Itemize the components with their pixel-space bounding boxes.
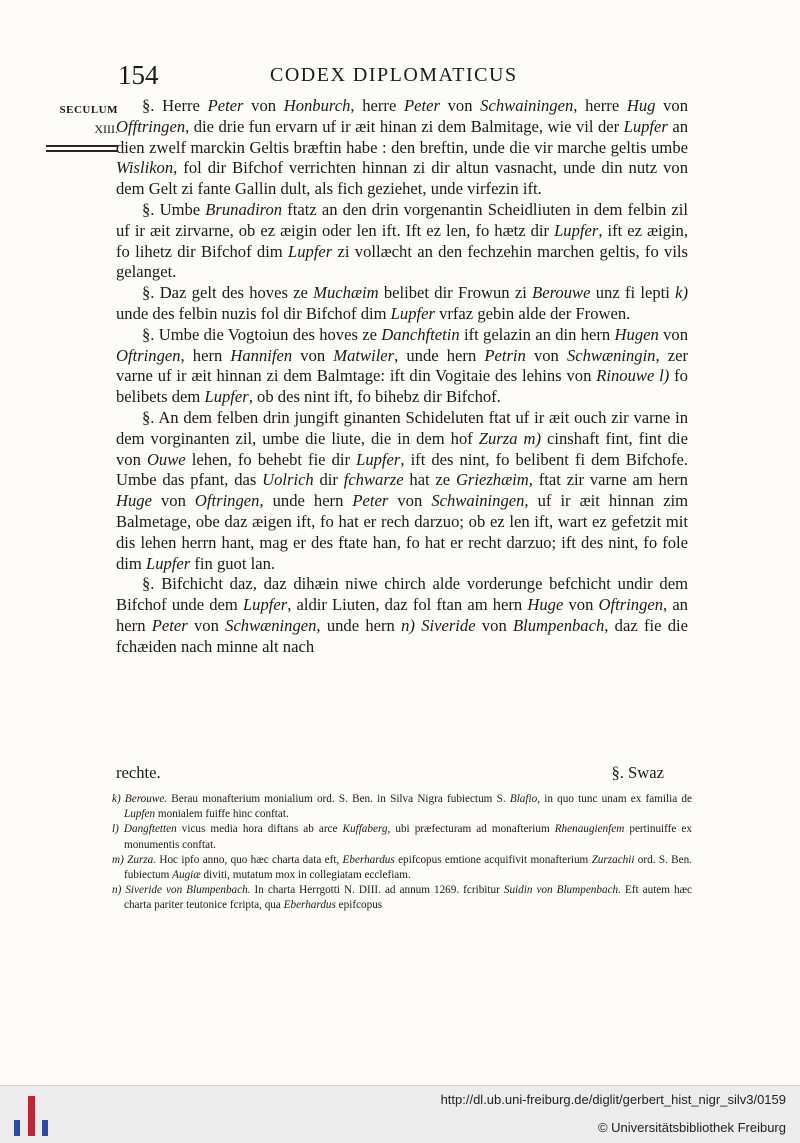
page-number: 154 xyxy=(118,60,159,90)
italic-run: Peter xyxy=(404,96,440,115)
italic-run: Peter xyxy=(151,615,188,635)
text-run: belibet dir Frowun zi xyxy=(378,283,533,303)
text-run: fo belibets dem xyxy=(116,366,688,407)
text-run: §. Bifchicht daz, daz dihæin niwe chirch alde vorderunge befchicht undir dem Bifchof unde dem xyxy=(116,574,688,615)
italic-run: Offtringen xyxy=(116,116,186,136)
italic-run: Rinouwe l) xyxy=(596,366,670,386)
margin-rule xyxy=(46,150,118,152)
text-run: diviti, mutatum mox in collegiatam ecclefiam. xyxy=(200,869,411,882)
text-run: unz fi lepti xyxy=(590,283,676,303)
text-run: von xyxy=(655,96,688,115)
paragraph xyxy=(116,96,688,200)
italic-run: Lupfer xyxy=(242,595,288,615)
text-run: hat ze xyxy=(403,470,456,490)
running-head: CODEX DIPLOMATICUS xyxy=(270,64,518,86)
italic-run: Griezhæim xyxy=(455,470,529,490)
text-run: ift gelazin an din hern xyxy=(459,324,615,344)
text-run: , zer varne uf ir æit hinnan zi dem Balmtage: ift din Vogitaie des lehins von xyxy=(116,345,689,386)
text-run: In charta Herrgotti N. DIII. ad annum 1269. fcribitur xyxy=(250,884,504,897)
italic-run: Zurza m) xyxy=(478,428,541,448)
paragraph xyxy=(116,283,688,325)
italic-run: Lupfer xyxy=(288,241,333,261)
text-run: , ift ez æigin, fo lihetz dir Bifchof dim xyxy=(116,220,688,261)
text-run: fin guot lan. xyxy=(190,553,276,573)
text-run: von xyxy=(475,615,514,635)
text-run: , ftat zir varne am hern xyxy=(528,470,688,490)
paragraph xyxy=(116,574,688,657)
text-run: von xyxy=(292,345,334,365)
text-run: , ob des nint ift, fo bihebz dir Bifchof. xyxy=(248,387,501,407)
text-run: an dien zwelf marckin Geltis bræftin habe : den breftin, unde die vir marche geltis umbe xyxy=(116,116,689,157)
text-run: , aldir Liuten, daz fol ftan am hern xyxy=(287,595,528,615)
italic-run: Huge xyxy=(116,491,152,511)
text-run: pertinuiffe ex monumentis conftat. xyxy=(124,823,692,851)
text-run: ord. S. Ben. fubiectum xyxy=(124,853,693,882)
italic-run: Schwæningin xyxy=(566,345,656,365)
italic-run: Hugen xyxy=(614,324,659,344)
italic-run: Danchftetin xyxy=(381,324,460,344)
paragraph xyxy=(116,325,688,408)
body-text xyxy=(116,96,688,658)
italic-run: Uolrich xyxy=(262,470,314,490)
text-run: zi vollæcht an den fechzehin marchen geltis, fo vils gelanget. xyxy=(116,241,689,282)
italic-run: Rhenaugienfem xyxy=(554,823,625,836)
text-run: , ubi præfecturam ad monafterium xyxy=(387,823,555,836)
text-run: von xyxy=(563,595,599,615)
footnote xyxy=(112,792,692,822)
text-run: §. An dem felben drin jungift ginanten Schideluten ftat uf ir æit ouch zir varne in dem vorginanten zil, umbe die liute, die in dem hof xyxy=(116,407,688,448)
italic-run: Eberhardus xyxy=(342,853,395,866)
italic-run: k) xyxy=(675,283,688,303)
text-run: vicus media hora diftans ab arce xyxy=(176,823,343,836)
italic-run: Berouwe xyxy=(532,283,591,303)
italic-run: k) xyxy=(112,793,121,805)
permalink-url[interactable]: http://dl.ub.uni-freiburg.de/diglit/gerbert_hist_nigr_silv3/0159 xyxy=(440,1092,786,1107)
text-run: von xyxy=(187,615,226,635)
text-run: , in quo tunc unam ex familia de xyxy=(537,793,692,805)
italic-run: l) xyxy=(112,823,119,836)
text-run: Eft autem hæc charta pariter teutonice fcripta, qua xyxy=(124,884,693,912)
text-run: epifcopus emtione acquifivit monafterium xyxy=(394,853,592,866)
italic-run: Oftringen xyxy=(598,595,664,615)
catchword: §. Swaz xyxy=(611,763,664,782)
text-run: §. Umbe xyxy=(142,199,206,219)
margin-rule xyxy=(46,145,118,147)
text-run: , herre xyxy=(350,96,404,115)
text-run: , die drie fun ervarn uf ir æit hinan zi dem Balmitage, wie vil der xyxy=(185,116,624,136)
italic-run: Blumpenbach xyxy=(513,615,605,635)
italic-run: Lupfer xyxy=(623,116,668,136)
text-run: monialem fuiffe hinc conftat. xyxy=(155,808,289,821)
italic-run: Suidin von Blumpenbach. xyxy=(503,884,621,897)
italic-run: Lupfer xyxy=(390,303,435,323)
italic-run: Matwiler xyxy=(333,345,395,365)
text-run: vrfaz gebin alde der Frowen. xyxy=(434,303,631,323)
paragraph xyxy=(116,408,688,574)
text-run: , herre xyxy=(573,96,627,115)
paragraph xyxy=(116,200,688,283)
viewer-footer xyxy=(0,1085,800,1143)
margin-century: XIII. xyxy=(94,122,118,136)
italic-run: Honburch xyxy=(283,96,351,115)
italic-run: Hug xyxy=(626,96,656,115)
text-run: von xyxy=(658,324,689,344)
italic-run: Zurzachii xyxy=(591,853,635,866)
text-run: ftatz an den drin vorgenantin Scheidliuten in dem felbin zil uf ir æit zirvarne, ob ez æigin oder len ift. Ift ez len, fo hætz dir xyxy=(116,199,688,240)
italic-run: Dangftetten xyxy=(118,823,177,836)
italic-run: n) Siveride xyxy=(401,615,476,635)
text-run: , daz fie die fchæiden nach minne alt nach xyxy=(116,615,689,656)
text-run: , hern xyxy=(180,345,231,365)
italic-run: Lupfer xyxy=(204,387,249,407)
text-run: von xyxy=(151,491,195,511)
italic-run: Oftringen xyxy=(194,491,260,511)
italic-run: Berouwe. xyxy=(120,793,168,805)
italic-run: Brunadiron xyxy=(205,199,283,219)
footnote xyxy=(112,853,692,883)
italic-run: Petrin xyxy=(484,345,526,365)
italic-run: Schwæningen xyxy=(225,615,317,635)
footnotes xyxy=(112,792,692,914)
italic-run: Huge xyxy=(527,595,564,615)
copyright-notice: © Universitätsbibliothek Freiburg xyxy=(597,1120,786,1135)
library-logo-icon xyxy=(14,1096,48,1136)
text-run: dir xyxy=(313,470,344,490)
italic-run: Kuffaberg xyxy=(342,823,388,836)
italic-run: Peter xyxy=(352,491,389,511)
italic-run: Hannifen xyxy=(230,345,293,365)
footnote xyxy=(112,883,692,913)
text-run: cinshaft fint, fint die von xyxy=(116,428,688,469)
italic-run: Blafio xyxy=(509,793,538,805)
italic-run: Wislikon xyxy=(116,158,174,178)
italic-run: m) xyxy=(112,853,124,866)
margin-note xyxy=(38,104,118,152)
italic-run: Muchæim xyxy=(313,283,379,303)
italic-run: n) xyxy=(112,884,122,897)
text-run: §. Herre xyxy=(142,96,208,115)
text-run: , unde hern xyxy=(259,491,353,511)
closing-word: rechte. xyxy=(116,763,161,782)
text-run: von xyxy=(525,345,567,365)
text-run: lehen, fo behebt fie dir xyxy=(185,449,357,469)
italic-run: fchwarze xyxy=(343,470,404,490)
italic-run: Zurza. xyxy=(123,853,157,866)
italic-run: Peter xyxy=(207,96,244,115)
italic-run: Lupfen xyxy=(124,808,156,821)
text-run: unde des felbin nuzis fol dir Bifchof dim xyxy=(116,303,391,323)
text-run: epifcopus xyxy=(335,899,383,912)
text-run: , ift des nint, fo belibent fi dem Bifchofe. Umbe das pfant, das xyxy=(116,449,688,490)
text-run: , fol dir Bifchof verrichten hinnan zi dir altun vasnacht, unde din nutz von dem Gelt zi fante Gallin dult, als fich geziehet, unde virfezin ift. xyxy=(116,158,688,199)
italic-run: Lupfer xyxy=(554,220,599,240)
italic-run: Oftringen xyxy=(116,345,181,365)
footnote xyxy=(112,822,692,852)
italic-run: Ouwe xyxy=(146,449,186,469)
text-run: , unde hern xyxy=(316,615,402,635)
margin-seculum: SECULUM xyxy=(59,104,118,116)
text-run: von xyxy=(388,491,432,511)
text-run: , unde hern xyxy=(394,345,485,365)
italic-run: Schwainingen xyxy=(480,96,574,115)
italic-run: Augiæ xyxy=(172,869,201,882)
italic-run: Schwainingen xyxy=(431,491,525,511)
italic-run: Lupfer xyxy=(145,553,191,573)
text-run: Hoc ipfo anno, quo hæc charta data eft, xyxy=(156,853,343,866)
text-run: , an hern xyxy=(116,595,688,635)
text-run: Berau monafterium monialium ord. S. Ben. in Silva Nigra fubiectum S. xyxy=(167,793,510,805)
text-run: von xyxy=(243,96,284,115)
text-run: §. Daz gelt des hoves ze xyxy=(142,283,314,303)
italic-run: Siveride von Blumpenbach. xyxy=(121,884,251,897)
italic-run: Lupfer xyxy=(356,449,401,469)
italic-run: Eberhardus xyxy=(283,899,336,912)
text-run: §. Umbe die Vogtoiun des hoves ze xyxy=(142,324,382,344)
text-run: von xyxy=(439,96,481,115)
text-run: , uf ir æit hinnan zim Balmetage, obe daz æigen ift, fo hat er rech darzuo; ob ez len ift, wart ez gefetzit mit dis lehen herrn hant, mag er des ftate han, fo hat er recht darzuo; ift des nint, fo fole dim xyxy=(116,491,689,573)
